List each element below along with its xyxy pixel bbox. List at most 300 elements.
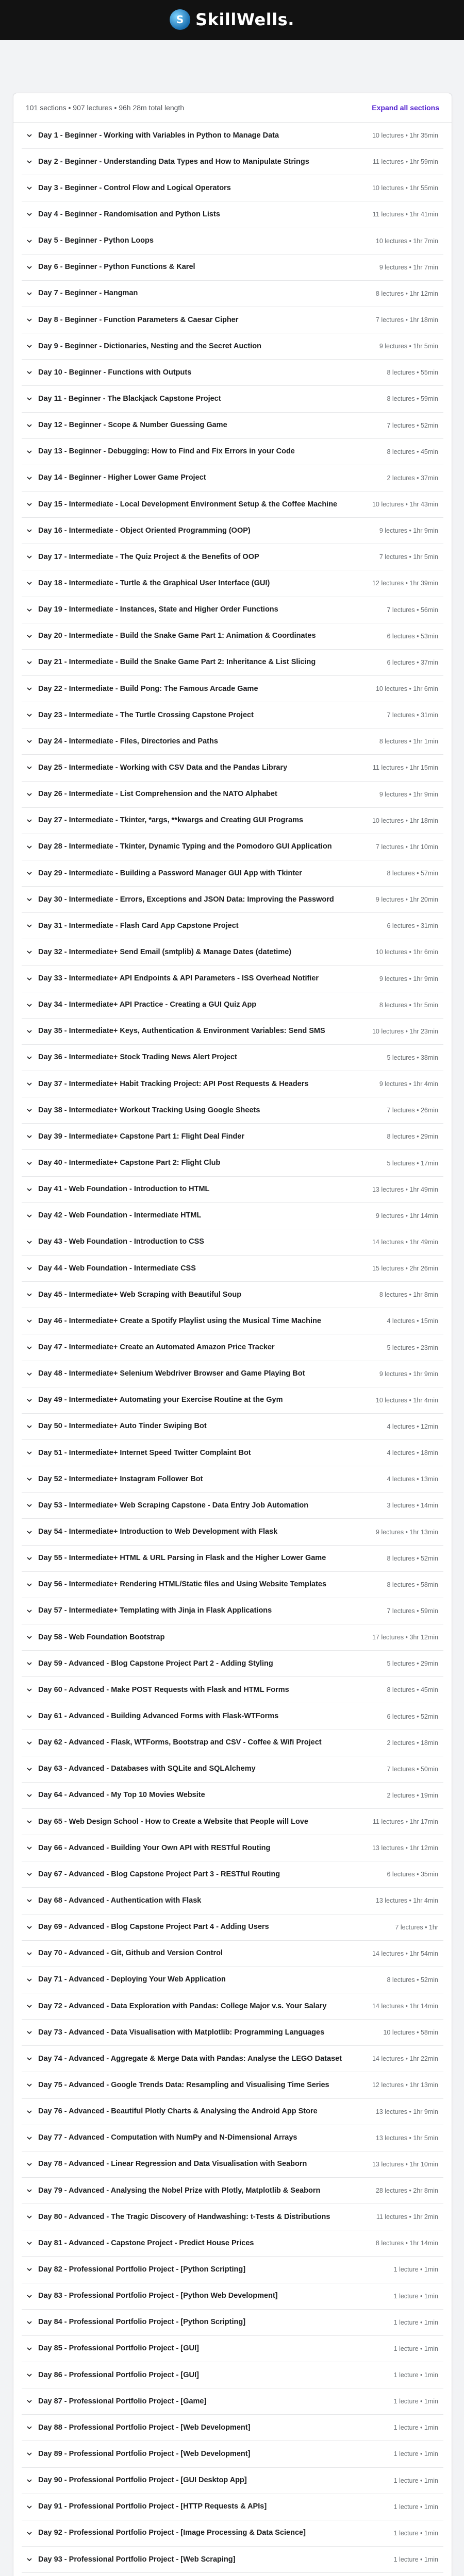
chevron-down-icon [27,1213,32,1218]
section-title: Day 63 - Advanced - Databases with SQLite and SQLAlchemy [38,1765,256,1773]
section-title: Day 25 - Intermediate - Working with CSV Data and the Pandas Library [38,763,288,772]
curriculum-section[interactable] [22,939,443,965]
curriculum-section[interactable] [22,2151,443,2178]
section-meta: 7 lectures • 56min [387,606,438,614]
chevron-down-icon [27,2320,32,2325]
section-meta: 8 lectures • 1hr 8min [379,1291,438,1299]
curriculum-section[interactable] [22,1756,443,1783]
section-title: Day 56 - Intermediate+ Rendering HTML/Static files and Using Website Templates [38,1580,327,1589]
curriculum-section[interactable] [22,1334,443,1361]
section-meta: 8 lectures • 57min [387,870,438,877]
chevron-down-icon [27,713,32,718]
section-meta: 2 lectures • 18min [387,1739,438,1747]
section-meta: 9 lectures • 1hr 7min [379,263,438,271]
section-title: Day 58 - Web Foundation Bootstrap [38,1633,165,1641]
curriculum-section[interactable] [22,175,443,201]
chevron-down-icon [27,1898,32,1903]
curriculum-section[interactable] [22,1572,443,1598]
section-title: Day 71 - Advanced - Deploying Your Web Application [38,1975,226,1984]
chevron-down-icon [27,2425,32,2430]
curriculum-section[interactable] [22,2468,443,2494]
section-title: Day 29 - Intermediate - Building a Password Manager GUI App with Tkinter [38,869,302,877]
section-meta: 7 lectures • 1hr [395,1923,438,1931]
brand-logo[interactable] [170,7,294,32]
section-meta: 6 lectures • 37min [387,658,438,666]
chevron-down-icon [27,1951,32,1956]
section-title: Day 34 - Intermediate+ API Practice - Creating a GUI Quiz App [38,1001,257,1009]
chevron-down-icon [27,1424,32,1429]
chevron-down-icon [27,1081,32,1087]
chevron-down-icon [27,554,32,560]
curriculum-section[interactable] [22,2547,443,2573]
chevron-down-icon [27,844,32,850]
section-meta: 14 lectures • 1hr 22min [372,2055,438,2063]
section-meta: 10 lectures • 1hr 23min [372,1027,438,1035]
chevron-down-icon [27,1714,32,1719]
section-meta: 7 lectures • 1hr 10min [375,843,438,851]
curriculum-section[interactable] [22,1546,443,1572]
chevron-down-icon [27,1793,32,1798]
curriculum-section[interactable] [22,913,443,939]
curriculum-section[interactable] [22,2072,443,2098]
chevron-down-icon [27,897,32,902]
section-title: Day 20 - Intermediate - Build the Snake Game Part 1: Animation & Coordinates [38,632,316,640]
section-meta: 10 lectures • 1hr 18min [372,817,438,824]
section-meta: 17 lectures • 3hr 12min [372,1634,438,1641]
chevron-down-icon [27,2504,32,2510]
chevron-down-icon [27,265,32,270]
curriculum-section[interactable] [22,1466,443,1493]
section-meta: 14 lectures • 1hr 14min [372,2003,438,2010]
curriculum-section[interactable] [22,413,443,439]
chevron-down-icon [27,976,32,981]
section-meta: 13 lectures • 1hr 9min [375,2108,438,2115]
section-title: Day 46 - Intermediate+ Create a Spotify Playlist using the Musical Time Machine [38,1316,321,1325]
section-title: Day 91 - Professional Portfolio Project - [HTTP Requests & APIs] [38,2502,267,2511]
curriculum-section[interactable] [22,1519,443,1545]
chevron-down-icon [27,2294,32,2299]
section-title: Day 88 - Professional Portfolio Project - [Web Development] [38,2423,251,2432]
section-meta: 10 lectures • 1hr 4min [375,1396,438,1404]
section-title: Day 48 - Intermediate+ Selenium Webdriver Browser and Game Playing Bot [38,1369,305,1378]
curriculum-section[interactable] [22,2573,443,2576]
section-title: Day 7 - Beginner - Hangman [38,289,138,298]
chevron-down-icon [27,133,32,138]
curriculum-section[interactable] [22,386,443,412]
chevron-down-icon [27,1845,32,1851]
section-title: Day 49 - Intermediate+ Automating your Exercise Routine at the Gym [38,1396,283,1404]
section-title: Day 78 - Advanced - Linear Regression and Data Visualisation with Seaborn [38,2160,307,2168]
curriculum-section[interactable] [22,2336,443,2362]
chevron-down-icon [27,1582,32,1587]
section-title: Day 51 - Intermediate+ Internet Speed Twitter Complaint Bot [38,1448,251,1457]
section-title: Day 52 - Intermediate+ Instagram Follower Bot [38,1475,203,1483]
curriculum-section[interactable] [22,1387,443,1414]
curriculum-section[interactable] [22,1414,443,1440]
section-meta: 8 lectures • 58min [387,1581,438,1588]
curriculum-section[interactable] [22,992,443,1019]
section-title: Day 81 - Advanced - Capstone Project - Predict House Prices [38,2239,254,2247]
section-title: Day 59 - Advanced - Blog Capstone Project Part 2 - Adding Styling [38,1659,273,1668]
chevron-down-icon [27,765,32,770]
curriculum-section[interactable] [22,1361,443,1387]
curriculum-section[interactable] [22,1256,443,1282]
curriculum-section[interactable] [22,2520,443,2547]
chevron-down-icon [27,607,32,613]
section-meta: 4 lectures • 18min [387,1449,438,1457]
curriculum-section[interactable] [22,1229,443,1256]
chevron-down-icon [27,423,32,428]
section-title: Day 86 - Professional Portfolio Project - [GUI] [38,2370,199,2379]
section-title: Day 82 - Professional Portfolio Project - [Python Scripting] [38,2265,246,2274]
chevron-down-icon [27,528,32,533]
curriculum-section[interactable] [22,1809,443,1835]
curriculum-section[interactable] [22,1914,443,1941]
expand-all-sections-button[interactable]: Expand all sections [372,104,439,112]
chevron-down-icon [27,2109,32,2114]
chevron-down-icon [27,344,32,349]
chevron-down-icon [27,2082,32,2088]
curriculum-section[interactable] [22,2388,443,2415]
curriculum-section[interactable] [22,544,443,570]
chevron-down-icon [27,1029,32,1034]
section-meta: 13 lectures • 1hr 5min [375,2134,438,2142]
curriculum-section[interactable] [22,2257,443,2283]
section-title: Day 44 - Web Foundation - Intermediate CSS [38,1264,196,1273]
section-meta: 7 lectures • 1hr 5min [379,553,438,561]
chevron-down-icon [27,1371,32,1377]
chevron-down-icon [27,185,32,191]
section-title: Day 54 - Intermediate+ Introduction to Web Development with Flask [38,1528,278,1536]
curriculum-section[interactable] [22,1677,443,1703]
section-title: Day 80 - Advanced - The Tragic Discovery of Handwashing: t-Tests & Distributions [38,2212,330,2221]
curriculum-header [13,93,452,123]
section-meta: 6 lectures • 52min [387,1713,438,1720]
section-meta: 7 lectures • 26min [387,1107,438,1114]
chevron-down-icon [27,1767,32,1772]
section-meta: 1 lecture • 1min [393,2266,438,2274]
chevron-down-icon [27,1108,32,1113]
chevron-down-icon [27,1003,32,1008]
section-meta: 8 lectures • 45min [387,448,438,455]
chevron-down-icon [27,1819,32,1824]
section-title: Day 75 - Advanced - Google Trends Data: Resampling and Visualising Time Series [38,2080,329,2089]
curriculum-section[interactable] [22,2046,443,2072]
curriculum-section[interactable] [22,2362,443,2388]
chevron-down-icon [27,317,32,323]
chevron-down-icon [27,792,32,797]
brand-name: SkillWells. [195,10,294,29]
curriculum-section[interactable] [22,1861,443,1888]
curriculum-section[interactable] [22,1703,443,1730]
curriculum-section[interactable] [22,439,443,465]
curriculum-section[interactable] [22,1783,443,1809]
curriculum-section[interactable] [22,1071,443,1097]
section-title: Day 45 - Intermediate+ Web Scraping with Beautiful Soup [38,1290,242,1299]
curriculum-section[interactable] [22,518,443,544]
curriculum-section[interactable] [22,2099,443,2125]
curriculum-section[interactable] [22,2204,443,2230]
chevron-down-icon [27,2162,32,2167]
section-title: Day 61 - Advanced - Building Advanced Forms with Flask-WTForms [38,1712,279,1720]
chevron-down-icon [27,1161,32,1166]
section-meta: 1 lecture • 1min [393,2318,438,2326]
curriculum-section[interactable] [22,623,443,650]
curriculum-section[interactable] [22,149,443,175]
chevron-down-icon [27,871,32,876]
chevron-down-icon [27,1055,32,1060]
chevron-down-icon [27,2478,32,2483]
curriculum-section[interactable] [22,1835,443,1861]
curriculum-section[interactable] [22,1730,443,1756]
curriculum-section[interactable] [22,2125,443,2151]
curriculum-section[interactable] [22,1150,443,1176]
section-title: Day 41 - Web Foundation - Introduction to HTML [38,1185,210,1194]
chevron-down-icon [27,396,32,401]
section-title: Day 32 - Intermediate+ Send Email (smtplib) & Manage Dates (datetime) [38,947,292,956]
section-meta: 7 lectures • 50min [387,1765,438,1773]
chevron-down-icon [27,370,32,375]
chevron-down-icon [27,2241,32,2246]
curriculum-section[interactable] [22,782,443,808]
section-title: Day 40 - Intermediate+ Capstone Part 2: Flight Club [38,1159,221,1167]
curriculum-section[interactable] [22,887,443,913]
curriculum-card [13,93,452,2576]
curriculum-section[interactable] [22,333,443,360]
section-title: Day 57 - Intermediate+ Templating with Jinja in Flask Applications [38,1606,272,1615]
chevron-down-icon [27,1977,32,1982]
chevron-down-icon [27,159,32,164]
curriculum-section[interactable] [22,597,443,623]
section-title: Day 72 - Advanced - Data Exploration with Pandas: College Major v.s. Your Salary [38,2002,327,2010]
curriculum-section[interactable] [22,1598,443,1624]
curriculum-section[interactable] [22,755,443,781]
chevron-down-icon [27,212,32,217]
section-meta: 7 lectures • 52min [387,421,438,429]
chevron-down-icon [27,1318,32,1324]
section-meta: 11 lectures • 1hr 17min [372,1818,438,1826]
section-meta: 10 lectures • 1hr 6min [375,685,438,693]
chevron-down-icon [27,2531,32,2536]
section-title: Day 11 - Beginner - The Blackjack Capstone Project [38,394,221,403]
curriculum-section[interactable] [22,1124,443,1150]
section-title: Day 68 - Advanced - Authentication with Flask [38,1896,202,1905]
curriculum-section[interactable] [22,728,443,755]
curriculum-section[interactable] [22,966,443,992]
section-title: Day 30 - Intermediate - Errors, Exceptions and JSON Data: Improving the Password [38,895,334,904]
section-meta: 9 lectures • 1hr 4min [379,1080,438,1088]
section-meta: 4 lectures • 13min [387,1476,438,1483]
section-meta: 10 lectures • 1hr 7min [375,237,438,245]
section-title: Day 43 - Web Foundation - Introduction to CSS [38,1238,204,1246]
chevron-down-icon [27,291,32,296]
section-meta: 1 lecture • 1min [393,2503,438,2511]
section-meta: 6 lectures • 53min [387,632,438,640]
curriculum-section[interactable] [22,281,443,307]
curriculum-section[interactable] [22,123,443,149]
curriculum-section[interactable] [22,465,443,492]
curriculum-section[interactable] [22,570,443,597]
section-meta: 1 lecture • 1min [393,2371,438,2379]
section-meta: 7 lectures • 59min [387,1607,438,1615]
chevron-down-icon [27,950,32,955]
curriculum-section[interactable] [22,2441,443,2467]
curriculum-section[interactable] [22,2178,443,2204]
curriculum-section[interactable] [22,1019,443,1045]
curriculum-section[interactable] [22,255,443,281]
curriculum-section[interactable] [22,1624,443,1651]
section-title: Day 73 - Advanced - Data Visualisation with Matplotlib: Programming Languages [38,2028,325,2037]
section-meta: 8 lectures • 29min [387,1133,438,1141]
section-meta: 13 lectures • 1hr 49min [372,1185,438,1193]
curriculum-section[interactable] [22,2494,443,2520]
section-meta: 9 lectures • 1hr 5min [379,343,438,350]
section-title: Day 85 - Professional Portfolio Project - [GUI] [38,2344,199,2353]
section-meta: 8 lectures • 1hr 5min [379,1001,438,1009]
section-meta: 11 lectures • 1hr 41min [372,211,438,218]
chevron-down-icon [27,2056,32,2061]
section-meta: 5 lectures • 17min [387,1159,438,1167]
chevron-down-icon [27,2346,32,2351]
section-title: Day 87 - Professional Portfolio Project - [Game] [38,2397,207,2405]
curriculum-section[interactable] [22,2310,443,2336]
section-meta: 8 lectures • 1hr 1min [379,738,438,745]
section-meta: 10 lectures • 1hr 6min [375,948,438,956]
section-meta: 8 lectures • 55min [387,369,438,377]
curriculum-section[interactable] [22,2283,443,2310]
curriculum-section[interactable] [22,676,443,702]
section-meta: 13 lectures • 1hr 10min [372,2160,438,2168]
section-title: Day 60 - Advanced - Make POST Requests with Flask and HTML Forms [38,1685,289,1694]
curriculum-section[interactable] [22,1967,443,1993]
section-title: Day 66 - Advanced - Building Your Own API with RESTful Routing [38,1843,271,1852]
curriculum-section[interactable] [22,1308,443,1334]
section-title: Day 14 - Beginner - Higher Lower Game Project [38,473,206,482]
curriculum-summary: 101 sections • 907 lectures • 96h 28m total length [26,104,185,112]
section-title: Day 38 - Intermediate+ Workout Tracking Using Google Sheets [38,1106,260,1114]
section-meta: 1 lecture • 1min [393,2529,438,2537]
chevron-down-icon [27,2372,32,2378]
chevron-down-icon [27,581,32,586]
chevron-down-icon [27,1240,32,1245]
curriculum-section[interactable] [22,860,443,887]
curriculum-section[interactable] [22,1282,443,1308]
section-title: Day 13 - Beginner - Debugging: How to Find and Fix Errors in your Code [38,447,295,456]
section-meta: 8 lectures • 1hr 14min [375,2240,438,2247]
section-meta: 2 lectures • 19min [387,1791,438,1799]
section-meta: 9 lectures • 1hr 20min [375,896,438,904]
section-meta: 10 lectures • 1hr 35min [372,132,438,140]
section-title: Day 42 - Web Foundation - Intermediate HTML [38,1211,202,1220]
curriculum-section[interactable] [22,1203,443,1229]
section-title: Day 55 - Intermediate+ HTML & URL Parsing in Flask and the Higher Lower Game [38,1554,326,1563]
section-meta: 13 lectures • 1hr 4min [375,1897,438,1905]
curriculum-section[interactable] [22,2020,443,2046]
section-title: Day 76 - Advanced - Beautiful Plotly Charts & Analysing the Android App Store [38,2107,318,2116]
section-meta: 1 lecture • 1min [393,2450,438,2458]
chevron-down-icon [27,1398,32,1403]
section-title: Day 28 - Intermediate - Tkinter, Dynamic Typing and the Pomodoro GUI Application [38,842,332,851]
section-meta: 12 lectures • 1hr 39min [372,580,438,587]
curriculum-section[interactable] [22,1045,443,1071]
curriculum-section[interactable] [22,1941,443,1967]
section-meta: 1 lecture • 1min [393,2556,438,2563]
section-meta: 14 lectures • 1hr 49min [372,1238,438,1246]
chevron-down-icon [27,1872,32,1877]
section-title: Day 9 - Beginner - Dictionaries, Nesting and the Secret Auction [38,342,261,350]
section-title: Day 16 - Intermediate - Object Oriented Programming (OOP) [38,526,251,535]
curriculum-section[interactable] [22,1651,443,1677]
curriculum-section[interactable] [22,307,443,333]
curriculum-section[interactable] [22,1888,443,1914]
curriculum-section[interactable] [22,201,443,228]
section-title: Day 67 - Advanced - Blog Capstone Project Part 3 - RESTful Routing [38,1870,280,1878]
section-title: Day 3 - Beginner - Control Flow and Logical Operators [38,183,231,192]
curriculum-section[interactable] [22,1493,443,1519]
chevron-down-icon [27,1187,32,1192]
section-meta: 6 lectures • 31min [387,922,438,930]
section-meta: 7 lectures • 1hr 18min [375,316,438,324]
section-meta: 8 lectures • 52min [387,1554,438,1562]
section-meta: 4 lectures • 15min [387,1317,438,1325]
chevron-down-icon [27,239,32,244]
section-title: Day 79 - Advanced - Analysing the Nobel Prize with Plotly, Matplotlib & Seaborn [38,2186,321,2195]
curriculum-section[interactable] [22,2230,443,2257]
curriculum-section[interactable] [22,360,443,386]
chevron-down-icon [27,1266,32,1271]
curriculum-section[interactable] [22,650,443,676]
section-meta: 1 lecture • 1min [393,2292,438,2300]
section-meta: 10 lectures • 1hr 55min [372,184,438,192]
section-title: Day 26 - Intermediate - List Comprehension and the NATO Alphabet [38,790,277,799]
curriculum-section[interactable] [22,2415,443,2441]
chevron-down-icon [27,660,32,665]
section-meta: 11 lectures • 1hr 15min [372,764,438,772]
curriculum-section[interactable] [22,492,443,518]
section-title: Day 8 - Beginner - Function Parameters & Caesar Cipher [38,315,239,324]
chevron-down-icon [27,502,32,507]
curriculum-section[interactable] [22,1177,443,1203]
chevron-down-icon [27,686,32,691]
curriculum-section[interactable] [22,834,443,860]
curriculum-section[interactable] [22,808,443,834]
curriculum-section[interactable] [22,702,443,728]
curriculum-section[interactable] [22,1097,443,1124]
section-meta: 9 lectures • 1hr 9min [379,1370,438,1378]
section-title: Day 65 - Web Design School - How to Create a Website that People will Love [38,1817,308,1826]
section-title: Day 35 - Intermediate+ Keys, Authentication & Environment Variables: Send SMS [38,1027,325,1036]
section-meta: 8 lectures • 59min [387,395,438,403]
chevron-down-icon [27,739,32,744]
curriculum-section[interactable] [22,228,443,255]
curriculum-section[interactable] [22,1993,443,2020]
section-meta: 1 lecture • 1min [393,2345,438,2352]
section-title: Day 39 - Intermediate+ Capstone Part 1: Flight Deal Finder [38,1132,245,1141]
curriculum-section[interactable] [22,1440,443,1466]
section-title: Day 64 - Advanced - My Top 10 Movies Website [38,1791,205,1800]
section-meta: 1 lecture • 1min [393,2424,438,2432]
top-header-bar [0,0,464,40]
section-title: Day 89 - Professional Portfolio Project - [Web Development] [38,2449,251,2458]
section-meta: 28 lectures • 2hr 8min [375,2187,438,2195]
chevron-down-icon [27,2188,32,2193]
section-meta: 9 lectures • 1hr 13min [375,1528,438,1536]
section-meta: 5 lectures • 29min [387,1660,438,1668]
section-meta: 3 lectures • 14min [387,1502,438,1510]
section-title: Day 4 - Beginner - Randomisation and Python Lists [38,210,220,218]
section-meta: 8 lectures • 45min [387,1686,438,1694]
section-meta: 15 lectures • 2hr 26min [372,1265,438,1273]
